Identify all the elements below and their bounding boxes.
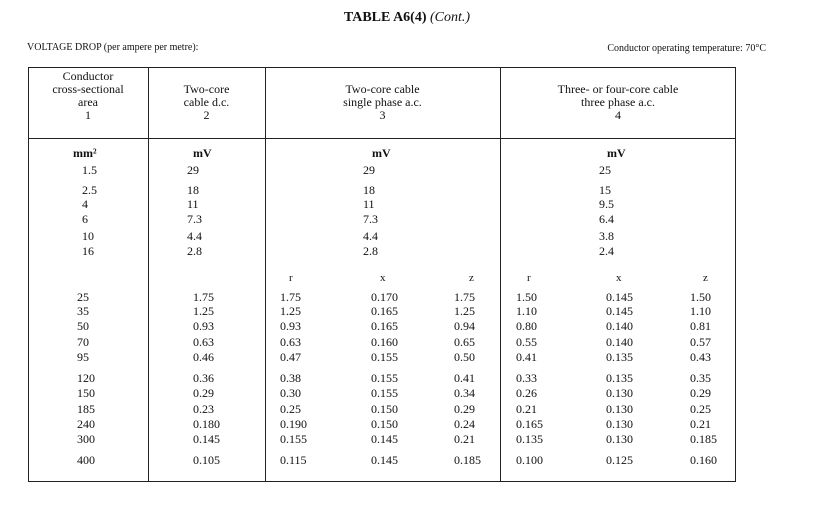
three-phase-x-cell: 0.145 [606, 304, 633, 318]
single-phase-r-cell: 0.63 [280, 335, 301, 349]
single-phase-z-cell: 0.94 [454, 319, 475, 333]
three-phase-z-cell: 1.10 [690, 304, 711, 318]
single-phase-z-cell: 0.21 [454, 432, 475, 446]
area-cell: 120 [77, 371, 95, 385]
single-phase-x-cell: 0.155 [371, 350, 398, 364]
unit-col-1: mm² [73, 146, 97, 160]
three-phase-z-cell: 0.81 [690, 319, 711, 333]
single-phase-r-cell: 0.30 [280, 386, 301, 400]
header-col-2: Two-core cable d.c. 2 [183, 82, 230, 122]
three-phase-cell: 9.5 [599, 197, 614, 211]
three-phase-r-cell: 0.33 [516, 371, 537, 385]
area-cell: 300 [77, 432, 95, 446]
area-cell: 2.5 [82, 183, 97, 197]
single-phase-cell: 4.4 [363, 229, 378, 243]
dc-cell: 0.23 [193, 402, 214, 416]
column-divider [148, 67, 149, 482]
three-phase-cell: 3.8 [599, 229, 614, 243]
single-phase-cell: 11 [363, 197, 375, 211]
single-phase-x-cell: 0.170 [371, 290, 398, 304]
header-col-4: Three- or four-core cable three phase a.c. 4 [557, 82, 679, 122]
single-phase-cell: 2.8 [363, 244, 378, 258]
three-phase-cell: 15 [599, 183, 611, 197]
single-phase-x-cell: 0.150 [371, 402, 398, 416]
table-title-cont: (Cont.) [430, 10, 471, 25]
subheader-sp-r: r [289, 272, 293, 284]
three-phase-z-cell: 0.35 [690, 371, 711, 385]
area-cell: 95 [77, 350, 89, 364]
three-phase-r-cell: 0.26 [516, 386, 537, 400]
area-cell: 1.5 [82, 163, 97, 177]
dc-cell: 2.8 [187, 244, 202, 258]
three-phase-x-cell: 0.130 [606, 402, 633, 416]
single-phase-r-cell: 1.25 [280, 304, 301, 318]
three-phase-x-cell: 0.130 [606, 386, 633, 400]
single-phase-x-cell: 0.145 [371, 432, 398, 446]
single-phase-x-cell: 0.150 [371, 417, 398, 431]
three-phase-r-cell: 0.55 [516, 335, 537, 349]
area-cell: 70 [77, 335, 89, 349]
single-phase-cell: 29 [363, 163, 375, 177]
area-cell: 35 [77, 304, 89, 318]
column-divider [265, 67, 266, 482]
dc-cell: 0.46 [193, 350, 214, 364]
three-phase-cell: 25 [599, 163, 611, 177]
dc-cell: 4.4 [187, 229, 202, 243]
single-phase-z-cell: 0.185 [454, 453, 481, 467]
area-cell: 50 [77, 319, 89, 333]
subheader-sp-x: x [380, 272, 386, 284]
single-phase-x-cell: 0.165 [371, 304, 398, 318]
area-cell: 6 [82, 212, 88, 226]
dc-cell: 11 [187, 197, 199, 211]
area-cell: 10 [82, 229, 94, 243]
temperature-caption: Conductor operating temperature: 70°C [607, 43, 766, 54]
single-phase-x-cell: 0.160 [371, 335, 398, 349]
three-phase-z-cell: 0.43 [690, 350, 711, 364]
dc-cell: 1.75 [193, 290, 214, 304]
three-phase-x-cell: 0.125 [606, 453, 633, 467]
three-phase-r-cell: 1.10 [516, 304, 537, 318]
dc-cell: 0.180 [193, 417, 220, 431]
single-phase-r-cell: 0.115 [280, 453, 307, 467]
area-cell: 185 [77, 402, 95, 416]
area-cell: 240 [77, 417, 95, 431]
dc-cell: 7.3 [187, 212, 202, 226]
column-divider [500, 67, 501, 482]
subheader-tp-r: r [527, 272, 531, 284]
three-phase-x-cell: 0.140 [606, 335, 633, 349]
three-phase-r-cell: 0.21 [516, 402, 537, 416]
dc-cell: 0.29 [193, 386, 214, 400]
single-phase-z-cell: 0.50 [454, 350, 475, 364]
three-phase-x-cell: 0.145 [606, 290, 633, 304]
three-phase-r-cell: 0.165 [516, 417, 543, 431]
unit-col-2: mV [193, 146, 212, 160]
three-phase-z-cell: 0.21 [690, 417, 711, 431]
three-phase-x-cell: 0.135 [606, 350, 633, 364]
single-phase-z-cell: 0.41 [454, 371, 475, 385]
single-phase-r-cell: 1.75 [280, 290, 301, 304]
three-phase-r-cell: 0.80 [516, 319, 537, 333]
three-phase-z-cell: 1.50 [690, 290, 711, 304]
three-phase-cell: 2.4 [599, 244, 614, 258]
area-cell: 150 [77, 386, 95, 400]
single-phase-z-cell: 0.34 [454, 386, 475, 400]
single-phase-x-cell: 0.155 [371, 386, 398, 400]
three-phase-x-cell: 0.135 [606, 371, 633, 385]
single-phase-cell: 18 [363, 183, 375, 197]
single-phase-z-cell: 1.75 [454, 290, 475, 304]
subheader-tp-x: x [616, 272, 622, 284]
single-phase-r-cell: 0.38 [280, 371, 301, 385]
subheader-sp-z: z [469, 272, 474, 284]
area-cell: 4 [82, 197, 88, 211]
unit-col-4: mV [607, 146, 626, 160]
dc-cell: 0.145 [193, 432, 220, 446]
dc-cell: 0.36 [193, 371, 214, 385]
single-phase-r-cell: 0.47 [280, 350, 301, 364]
three-phase-x-cell: 0.140 [606, 319, 633, 333]
three-phase-z-cell: 0.57 [690, 335, 711, 349]
three-phase-z-cell: 0.185 [690, 432, 717, 446]
three-phase-x-cell: 0.130 [606, 432, 633, 446]
three-phase-z-cell: 0.29 [690, 386, 711, 400]
three-phase-r-cell: 0.135 [516, 432, 543, 446]
single-phase-x-cell: 0.155 [371, 371, 398, 385]
three-phase-cell: 6.4 [599, 212, 614, 226]
table-title [0, 10, 814, 26]
single-phase-z-cell: 1.25 [454, 304, 475, 318]
header-divider [28, 138, 736, 139]
three-phase-z-cell: 0.160 [690, 453, 717, 467]
single-phase-z-cell: 0.29 [454, 402, 475, 416]
single-phase-x-cell: 0.165 [371, 319, 398, 333]
header-col-3: Two-core cable single phase a.c. 3 [343, 82, 422, 122]
three-phase-r-cell: 0.100 [516, 453, 543, 467]
single-phase-z-cell: 0.24 [454, 417, 475, 431]
dc-cell: 0.105 [193, 453, 220, 467]
single-phase-x-cell: 0.145 [371, 453, 398, 467]
unit-col-3: mV [372, 146, 391, 160]
single-phase-r-cell: 0.155 [280, 432, 307, 446]
three-phase-r-cell: 0.41 [516, 350, 537, 364]
area-cell: 16 [82, 244, 94, 258]
subheader-tp-z: z [703, 272, 708, 284]
dc-cell: 18 [187, 183, 199, 197]
single-phase-cell: 7.3 [363, 212, 378, 226]
dc-cell: 0.93 [193, 319, 214, 333]
dc-cell: 0.63 [193, 335, 214, 349]
three-phase-z-cell: 0.25 [690, 402, 711, 416]
single-phase-r-cell: 0.93 [280, 319, 301, 333]
header-col-1: Conductor cross-sectional area 1 [52, 69, 124, 122]
dc-cell: 1.25 [193, 304, 214, 318]
table-title-main: TABLE A6(4) [343, 10, 427, 25]
voltage-drop-caption: VOLTAGE DROP (per ampere per metre): [27, 42, 199, 53]
three-phase-x-cell: 0.130 [606, 417, 633, 431]
single-phase-r-cell: 0.190 [280, 417, 307, 431]
single-phase-r-cell: 0.25 [280, 402, 301, 416]
area-cell: 25 [77, 290, 89, 304]
dc-cell: 29 [187, 163, 199, 177]
three-phase-r-cell: 1.50 [516, 290, 537, 304]
single-phase-z-cell: 0.65 [454, 335, 475, 349]
area-cell: 400 [77, 453, 95, 467]
